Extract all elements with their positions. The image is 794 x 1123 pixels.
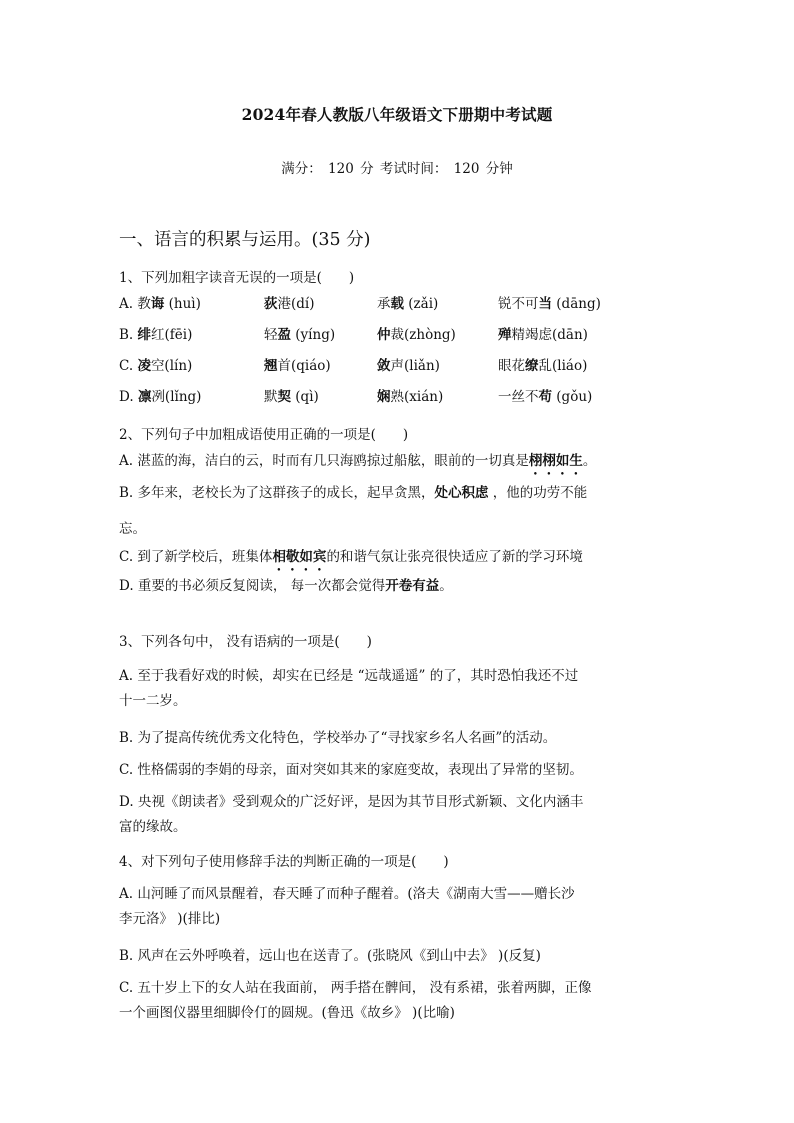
q3-option-c: C. 性格儒弱的李娟的母亲，面对突如其来的家庭变故，表现出了异常的坚韧。 <box>119 762 583 778</box>
option-text: 。 <box>439 578 453 594</box>
option-text: D. 重要的书必须反复阅读， 每一次都会觉得 <box>119 578 386 594</box>
q1-option-cell <box>377 354 440 374</box>
option-letter: C. <box>119 358 134 374</box>
bold-char: 娴 <box>377 389 391 405</box>
word-pre: 默 <box>264 389 278 405</box>
q4-option-a: A. 山河睡了而风景醒着，春天睡了而种子醒着。(洛夫《湖南大雪——赠长沙 <box>119 886 575 902</box>
question-2-stem: 2、下列句子中加粗成语使用正确的一项是( ) <box>119 427 409 443</box>
q2-option-a <box>119 449 596 478</box>
bold-char: 当 <box>538 296 552 312</box>
q1-option-cell <box>377 385 443 405</box>
q4-option-b: B. 风声在云外呼唤着，远山也在送青了。(张晓风《到山中去》 )(反复) <box>119 948 541 964</box>
word-post: (yíng) <box>291 327 336 343</box>
q3-option-b: B. 为了提高传统优秀文化特色，学校举办了“寻找家乡名人名画”的活动。 <box>119 730 557 746</box>
q1-option-cell <box>498 323 588 343</box>
word-post: 声(liǎn) <box>390 358 440 374</box>
word-post: 红(fēi) <box>151 327 193 343</box>
option-text: B. 多年来，老校长为了这群孩子的成长，起早贪黑， <box>119 485 435 501</box>
bold-char: 荻 <box>264 296 278 312</box>
bold-char: 凌 <box>137 358 151 374</box>
word-post: (dāng) <box>552 296 601 312</box>
q1-option-cell <box>264 385 319 405</box>
q2-option-c <box>119 545 583 574</box>
idiom-highlight: 相敬如宾 <box>272 549 327 565</box>
q1-option-cell <box>377 292 438 312</box>
bold-char: 载 <box>390 296 404 312</box>
word-pre: 眼花 <box>498 358 525 374</box>
bold-char: 殚 <box>498 327 512 343</box>
bold-char: 敛 <box>377 358 391 374</box>
idiom-highlight: 栩栩如生 <box>528 453 583 469</box>
option-text: 的和谐气氛让张亮很快适应了新的学习环境 <box>326 549 583 565</box>
question-1-stem: 1、下列加粗字读音无误的一项是( ) <box>119 270 355 286</box>
q1-option-cell <box>498 354 587 374</box>
word-post: 精竭虑(dān) <box>511 327 588 343</box>
bold-char: 盈 <box>277 327 291 343</box>
q3-option-a: A. 至于我看好戏的时候，却实在已经是 “远哉遥遥” 的了，其时恐怕我还不过 <box>119 668 579 684</box>
idiom-highlight: 开卷有益 <box>385 578 440 594</box>
q4-option-a-cont: 李元洛》 )(排比) <box>119 911 221 927</box>
q1-option-cell <box>377 323 456 343</box>
word-post: (zǎi) <box>404 296 439 312</box>
option-text: 。 <box>582 453 597 469</box>
q4-option-c-cont: 一个画图仪器里细脚伶仃的圆规。(鲁迅《故乡》 )(比喻) <box>119 1005 455 1021</box>
q2-option-b-cont: 忘。 <box>119 521 146 537</box>
option-letter: A. <box>119 296 134 312</box>
word-post: (qì) <box>291 389 319 405</box>
option-text: ，他的功劳不能 <box>488 485 588 501</box>
word-post: 冽(lǐng) <box>151 389 202 405</box>
word-post: 乱(liáo) <box>538 358 588 374</box>
exam-meta: 满分： 120 分 考试时间： 120 分钟 <box>281 161 513 177</box>
bold-char: 翘 <box>264 358 278 374</box>
word-pre: 承 <box>377 296 391 312</box>
q1-option-cell <box>264 292 315 312</box>
word-post: 熟(xián) <box>390 389 444 405</box>
q2-option-d <box>119 574 453 594</box>
word-post: (gǒu) <box>552 389 593 405</box>
word-pre: 锐不可 <box>498 296 539 312</box>
word-pre: 教 <box>137 296 151 312</box>
q1-option-cell <box>119 385 201 405</box>
q1-option-cell <box>498 385 592 405</box>
option-letter: B. <box>119 327 134 343</box>
question-4-stem: 4、对下列句子使用修辞手法的判断正确的一项是( ) <box>119 854 449 870</box>
q3-option-a-cont: 十一二岁。 <box>119 693 187 709</box>
bold-char: 苟 <box>538 389 552 405</box>
word-post: 港(dí) <box>277 296 315 312</box>
idiom-highlight: 处心积虑 <box>434 485 489 501</box>
option-letter: D. <box>119 389 134 405</box>
q1-option-cell <box>498 292 601 312</box>
option-text: C. 到了新学校后，班集体 <box>119 549 273 565</box>
word-post: 空(lín) <box>150 358 193 374</box>
bold-char: 缭 <box>525 358 539 374</box>
bold-char: 诲 <box>150 296 165 312</box>
bold-char: 仲 <box>377 327 391 343</box>
bold-char: 绯 <box>137 327 152 343</box>
q3-option-d-cont: 富的缘故。 <box>119 819 187 835</box>
question-3-stem: 3、下列各句中， 没有语病的一项是( ) <box>119 634 372 650</box>
q1-option-cell <box>119 323 192 343</box>
section-heading: 一、语言的积累与运用。(35 分) <box>119 230 371 250</box>
bold-char: 凛 <box>137 389 152 405</box>
q1-option-cell <box>119 292 201 312</box>
q1-option-cell <box>119 354 192 374</box>
word-pre: 轻 <box>264 327 278 343</box>
q4-option-c: C. 五十岁上下的女人站在我面前， 两手搭在髀间， 没有系裙，张着两脚，正像 <box>119 980 592 996</box>
word-post: (huì) <box>164 296 201 312</box>
option-text: A. 湛蓝的海，洁白的云，时而有几只海鸥掠过船舷，眼前的一切真是 <box>119 453 529 469</box>
bold-char: 契 <box>277 389 291 405</box>
q1-option-cell <box>264 354 331 374</box>
word-pre: 一丝不 <box>498 389 539 405</box>
q1-option-cell <box>264 323 335 343</box>
page-title: 2024年春人教版八年级语文下册期中考试题 <box>241 105 553 124</box>
q2-option-b <box>119 481 587 501</box>
q3-option-d: D. 央视《朗读者》受到观众的广泛好评，是因为其节目形式新颖、文化内涵丰 <box>119 794 584 810</box>
word-post: 裁(zhòng) <box>390 327 456 343</box>
word-post: 首(qiáo) <box>277 358 331 374</box>
